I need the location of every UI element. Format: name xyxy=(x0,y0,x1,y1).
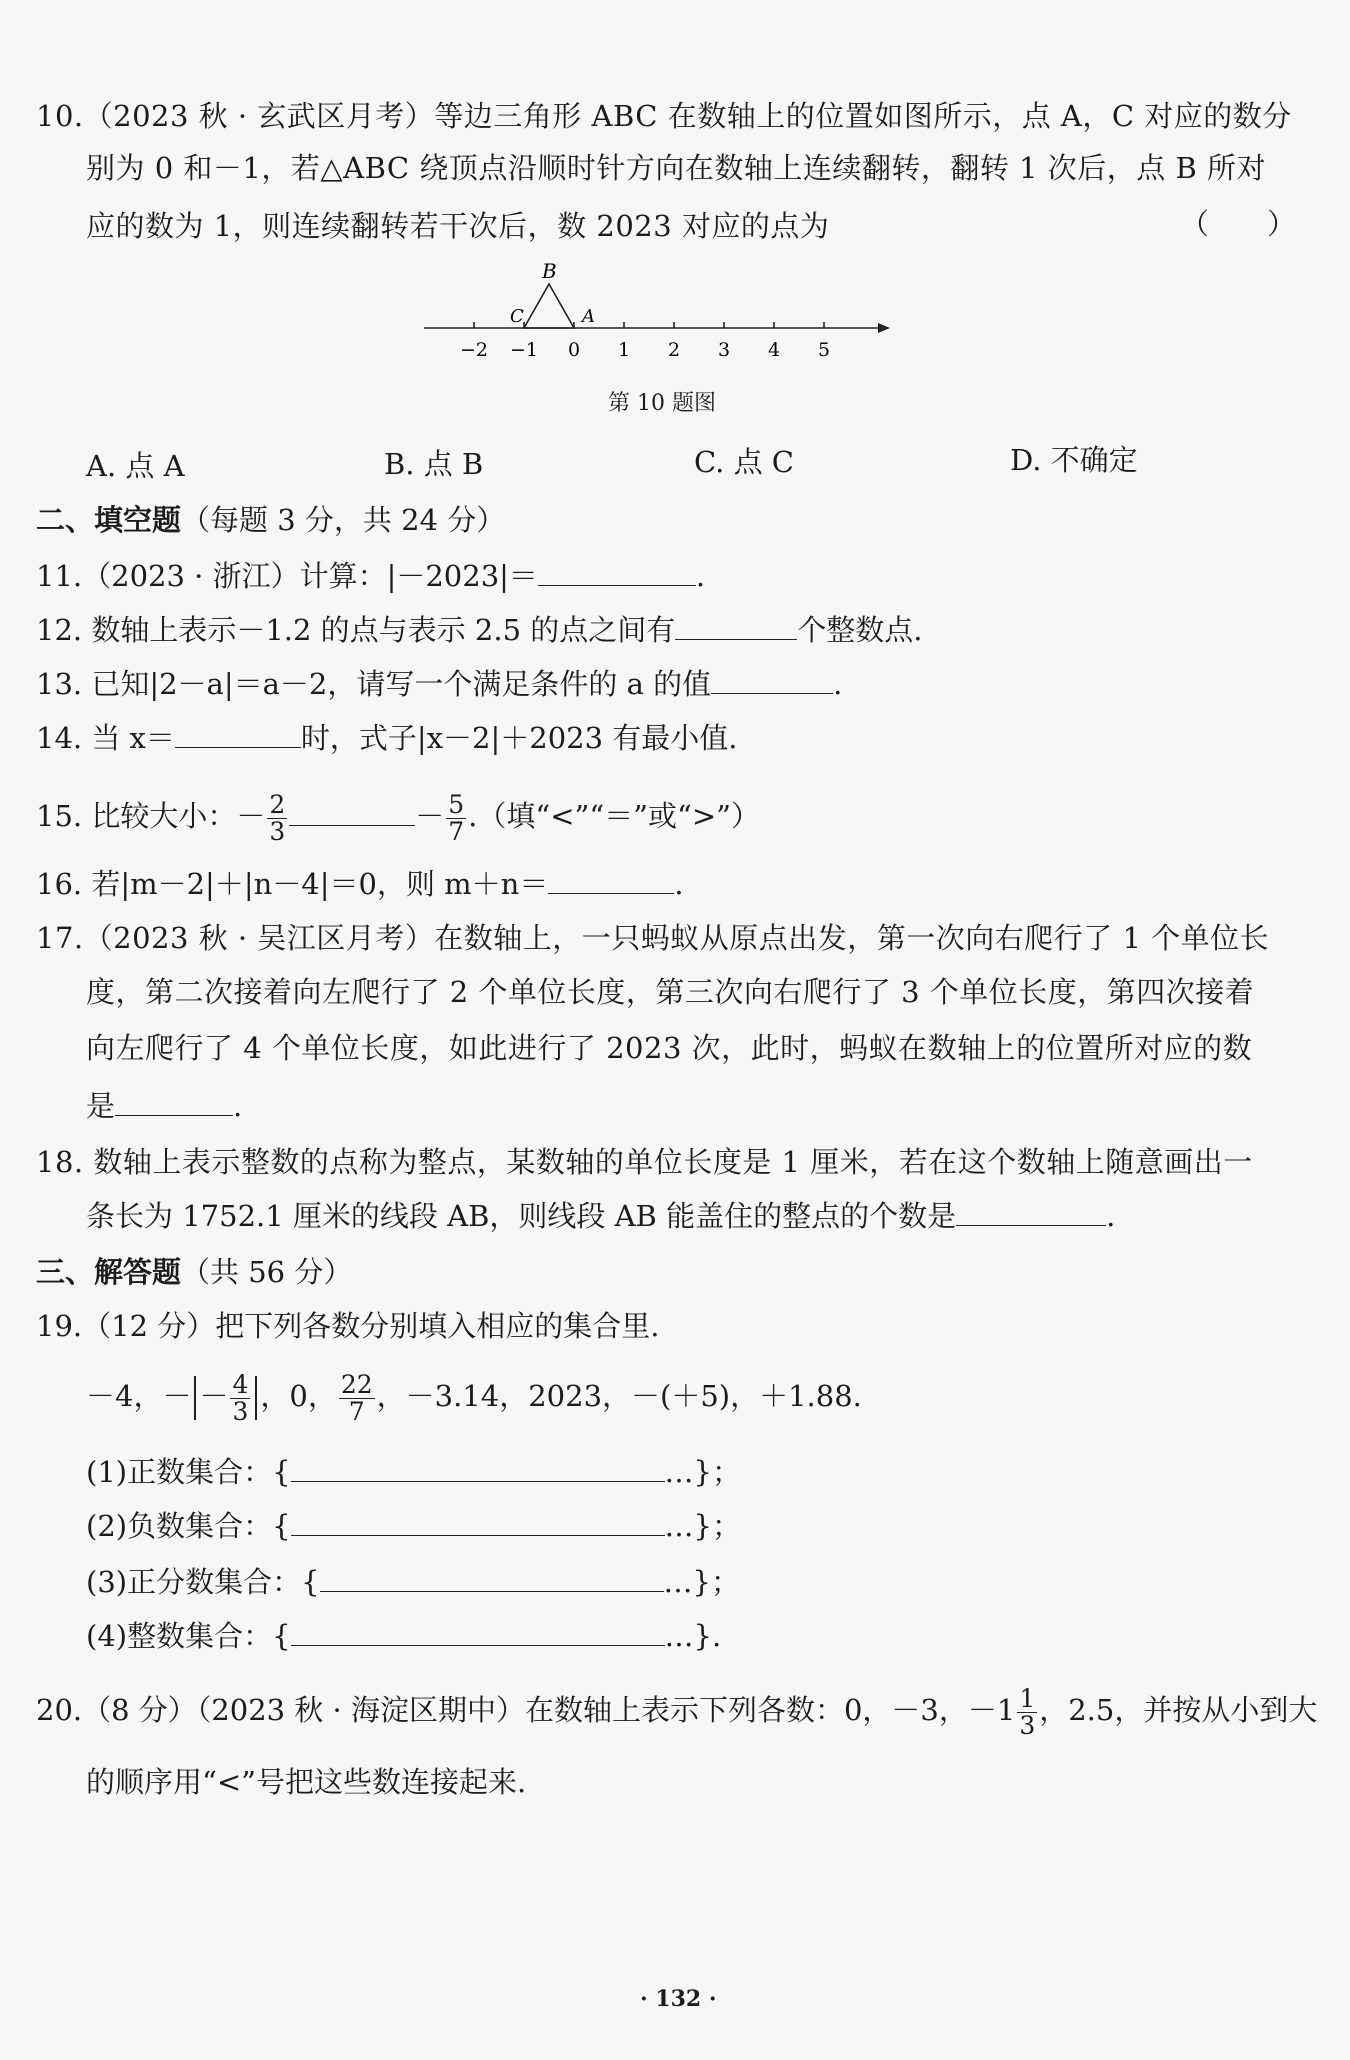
q19-set-negative xyxy=(86,1506,741,1546)
q16-text: 16. 若|m－2|＋|n－4|＝0，则 m＋n＝ xyxy=(36,867,549,901)
q11 xyxy=(36,556,705,596)
q19-line1: 19.（12 分）把下列各数分别填入相应的集合里. xyxy=(36,1309,660,1343)
set-end-positive: …}； xyxy=(664,1455,741,1489)
q19-number-list: －4，－ － $\frac{4}{3}$ ，0， $\frac{22}{7}$ ，－3.14，2023，－(＋5)，＋1.88. xyxy=(86,1369,862,1426)
page-number: · 132 · xyxy=(640,1986,717,2012)
q17-line2: 度，第二次接着向左爬行了 2 个单位长度，第三次向右爬行了 3 个单位长度，第四次接着 xyxy=(86,975,1255,1009)
set-end-positive-fraction: …}； xyxy=(663,1565,740,1599)
negative-set-blank[interactable] xyxy=(291,1507,665,1536)
set-label-integer: (4)整数集合：{ xyxy=(86,1619,291,1653)
q17-text: 是 xyxy=(86,1089,116,1123)
q13-text: 13. 已知|2－a|＝a－2，请写一个满足条件的 a 的值 xyxy=(36,667,712,701)
q19-nums-b: ，0， xyxy=(260,1379,337,1413)
positive-set-blank[interactable] xyxy=(291,1453,665,1482)
section-2-note: （每题 3 分，共 24 分） xyxy=(181,503,506,537)
q12 xyxy=(36,610,922,650)
abs-bar-right xyxy=(255,1376,257,1420)
q15-answer-blank[interactable] xyxy=(289,797,415,826)
q16-end: . xyxy=(674,867,684,901)
q20-text-a: 20.（8 分）（2023 秋 · 海淀区期中）在数轴上表示下列各数：0，－3，－1 xyxy=(36,1693,1016,1727)
q20-line1 xyxy=(36,1678,1317,1742)
q16-answer-blank[interactable] xyxy=(548,865,674,894)
q10-choice-a[interactable]: A. 点 A xyxy=(86,449,185,483)
q11-end: . xyxy=(695,559,706,593)
tick-label: 0 xyxy=(567,339,581,361)
q10-line3: 应的数为 1，则连续翻转若干次后，数 2023 对应的点为 xyxy=(86,209,830,243)
q10-line1: 10.（2023 秋 · 玄武区月考）等边三角形 ABC 在数轴上的位置如图所示，点 A，C 对应的数分 xyxy=(36,99,1292,133)
q10-answer-paren: （ ） xyxy=(1180,207,1297,241)
q15-text-c: .（填“<”“＝”或“>”） xyxy=(468,799,760,833)
vertex-label-b: B xyxy=(542,260,557,283)
set-label-negative: (2)负数集合：{ xyxy=(86,1509,291,1543)
tick-label: −1 xyxy=(509,339,539,361)
tick-label: 2 xyxy=(667,339,681,361)
q17-line4 xyxy=(86,1086,242,1126)
vertex-label-c: C xyxy=(510,306,524,327)
triangle-abc xyxy=(524,284,574,328)
section-3-heading xyxy=(36,1252,352,1292)
q19-set-integer xyxy=(86,1616,721,1656)
q20-line2: 的顺序用“<”号把这些数连接起来. xyxy=(86,1765,527,1799)
q19-fraction-abs: $\frac{4}{3}$ xyxy=(232,1369,249,1426)
q11-text: 11.（2023 · 浙江）计算：|－2023|＝ xyxy=(36,559,538,593)
set-label-positive: (1)正数集合：{ xyxy=(86,1455,291,1489)
abs-bar-left xyxy=(194,1376,196,1420)
q10-choice-d[interactable]: D. 不确定 xyxy=(1010,443,1138,477)
q10-choice-c[interactable]: C. 点 C xyxy=(694,445,794,479)
q18-answer-blank[interactable] xyxy=(956,1197,1106,1226)
tick-label: 3 xyxy=(717,339,731,361)
q17-answer-blank[interactable] xyxy=(115,1087,233,1116)
q17-line3: 向左爬行了 4 个单位长度，如此进行了 2023 次，此时，蚂蚁在数轴上的位置所对应的数 xyxy=(86,1031,1253,1065)
tick-label: −2 xyxy=(459,339,489,361)
tick-label: 4 xyxy=(767,339,781,361)
q11-answer-blank[interactable] xyxy=(538,557,696,586)
section-3-note: （共 56 分） xyxy=(181,1255,353,1289)
q20-fraction: $\frac{1}{3}$ xyxy=(1019,1683,1036,1740)
set-end-integer: …}. xyxy=(664,1619,722,1653)
q19-nums-a: －4，－ xyxy=(86,1379,192,1413)
q18-line1: 18. 数轴上表示整数的点称为整点，某数轴的单位长度是 1 厘米，若在这个数轴上随意画出一 xyxy=(36,1145,1253,1179)
q19-fraction-22-7: $\frac{22}{7}$ xyxy=(340,1369,373,1426)
q19-set-positive-fraction xyxy=(86,1562,740,1602)
positive-fraction-set-blank[interactable] xyxy=(320,1563,664,1592)
q12-answer-blank[interactable] xyxy=(675,611,797,640)
q13 xyxy=(36,664,842,704)
q14-text-b: 时，式子|x－2|＋2023 有最小值. xyxy=(300,721,738,755)
q19-nums-c: ，－3.14，2023，－(＋5)，＋1.88. xyxy=(376,1379,862,1413)
q10-figure-caption: 第 10 题图 xyxy=(608,391,716,416)
q19-set-positive xyxy=(86,1452,741,1492)
integer-set-blank[interactable] xyxy=(291,1617,665,1646)
q18-text: 条长为 1752.1 厘米的线段 AB，则线段 AB 能盖住的整点的个数是 xyxy=(86,1199,957,1233)
section-3-title: 三、解答题 xyxy=(36,1255,182,1289)
vertex-label-a: A xyxy=(582,306,595,327)
q12-text-b: 个整数点. xyxy=(797,613,923,647)
set-end-negative: …}； xyxy=(664,1509,741,1543)
q15-fraction-1: $\frac{2}{3}$ xyxy=(269,789,286,846)
q16 xyxy=(36,864,684,904)
q15-text-a: 15. 比较大小：－ xyxy=(36,799,266,833)
tick-label: 5 xyxy=(817,339,831,361)
q18-line2 xyxy=(86,1196,1115,1236)
tick-label: 1 xyxy=(617,339,631,361)
set-label-positive-fraction: (3)正分数集合：{ xyxy=(86,1565,320,1599)
q20-text-b: ，2.5，并按从小到大 xyxy=(1039,1693,1318,1727)
axis-arrow xyxy=(878,323,890,333)
q12-text-a: 12. 数轴上表示－1.2 的点与表示 2.5 的点之间有 xyxy=(36,613,676,647)
q13-answer-blank[interactable] xyxy=(711,665,833,694)
q18-end: . xyxy=(1106,1199,1116,1233)
q17-line1: 17.（2023 秋 · 吴江区月考）在数轴上，一只蚂蚁从原点出发，第一次向右爬行了 1 个单位长 xyxy=(36,921,1270,955)
q10-line2: 别为 0 和－1，若△ABC 绕顶点沿顺时针方向在数轴上连续翻转，翻转 1 次后，点 B 所对 xyxy=(86,151,1266,185)
q10-choice-b[interactable]: B. 点 B xyxy=(384,447,484,481)
q13-end: . xyxy=(833,667,843,701)
q14-answer-blank[interactable] xyxy=(175,719,301,748)
q15-text-b: － xyxy=(415,799,445,833)
q15 xyxy=(36,786,760,846)
q17-end: . xyxy=(233,1089,243,1123)
q14-text-a: 14. 当 x＝ xyxy=(36,721,175,755)
section-2-heading xyxy=(36,500,505,540)
q10-number-line-figure xyxy=(420,260,900,370)
q14 xyxy=(36,718,738,758)
section-2-title: 二、填空题 xyxy=(36,503,182,537)
q15-fraction-2: $\frac{5}{7}$ xyxy=(448,789,465,846)
